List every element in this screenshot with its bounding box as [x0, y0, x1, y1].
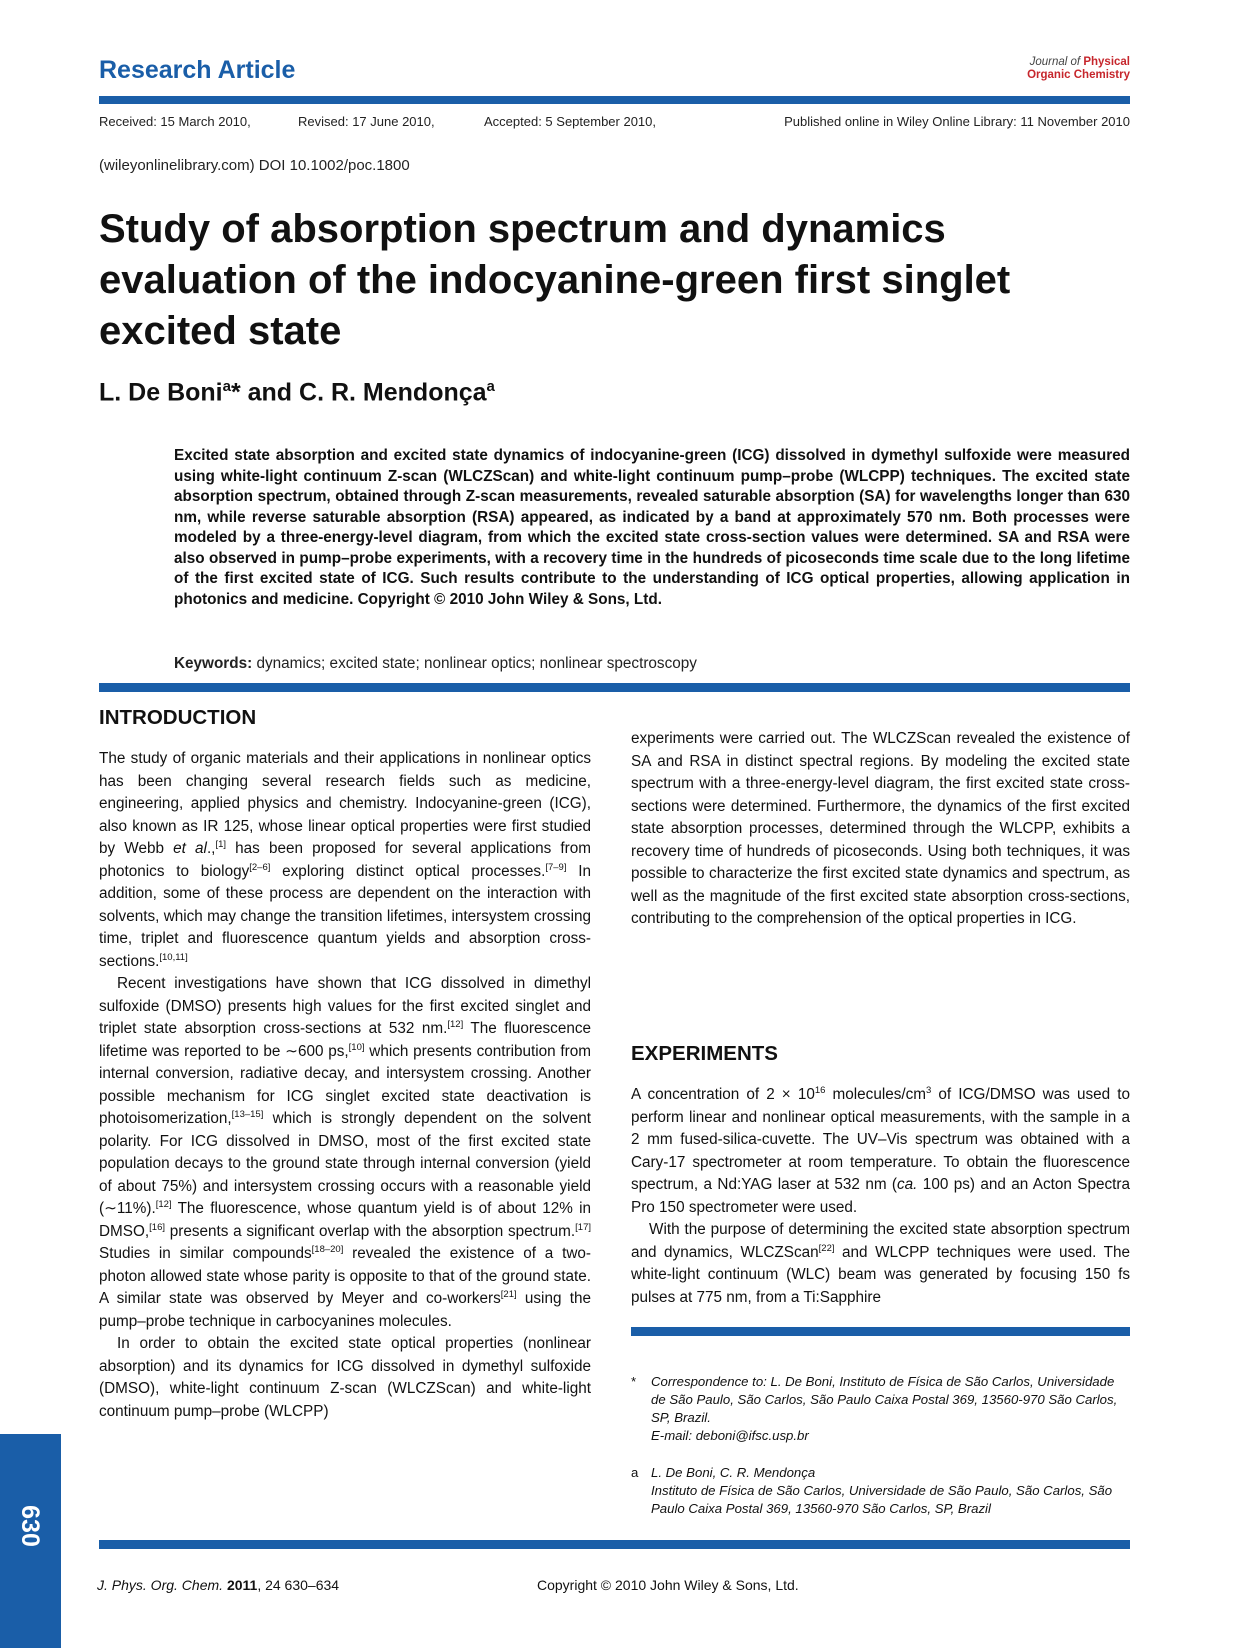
intro-paragraph-3: In order to obtain the excited state optical properties (nonlinear absorption) and its dynamics for ICG dissolved in dymethyl sulfoxide (DMSO), white-light continuum Z-scan (WLCZScan) and white-light continuum pump–probe (WLCPP) [99, 1335, 591, 1420]
footnote-affiliation-authors: L. De Boni, C. R. Mendonça [651, 1465, 816, 1480]
footnote-correspondence [631, 1373, 1130, 1445]
footnote-a-mark: a [631, 1465, 639, 1480]
published-date: Published online in Wiley Online Library: 11 November 2010 [784, 114, 1130, 129]
received-date: Received: 15 March 2010, [99, 114, 251, 129]
intro-paragraph-2: Recent investigations have shown that ICG dissolved in dimethyl sulfoxide (DMSO) presents high values for the first excited singlet and triplet state absorption cross-sections at 532 nm.[12] The fluorescence lifetime was reported to be ∼600 ps,[10] which presents contribution from internal conversion, radiative decay, and intersystem crossing. Another possible mechanism for ICG singlet excited state deactivation is photoisomerization,[13–15] which is strongly dependent on the solvent polarity. For ICG dissolved in DMSO, most of the first excited state population decays to the ground state through internal conversion (yield of about 75%) and intersystem crossing occurs with a reasonable yield (∼11%).[12] The fluorescence, whose quantum yield is of about 12% in DMSO,[16] presents a significant overlap with the absorption spectrum.[17] Studies in similar compounds[18–20] revealed the existence of a two-photon allowed state whose parity is opposite to that of the ground state. A similar state was observed by Meyer and co-workers[21] using the pump–probe technique in carbocyanines molecules. [99, 975, 591, 1330]
footer-year: 2011 [226, 1577, 258, 1593]
author-1-star: * [230, 378, 241, 407]
footer-citation [97, 1577, 339, 1593]
footnote-affiliation [631, 1464, 1130, 1518]
footnote-rule [631, 1327, 1130, 1336]
footer-journal: J. Phys. Org. Chem. [97, 1577, 224, 1593]
journal-logo-line1-bold: Physical [1083, 56, 1130, 68]
intro-paragraph-3-cont: experiments were carried out. The WLCZScan revealed the existence of SA and RSA in distinct spectral regions. By modeling the excited state spectrum with a three-energy-level diagram, the first excited state cross-sections were determined. Furthermore, the dynamics of the first excited state absorption processes, determined through the WLCPP, exhibits a recovery time of hundreds of picoseconds. Using both techniques, it was possible to characterize the first excited state dynamics and spectrum, as well as the magnitude of the first excited state absorption cross-sections, contributing to the comprehension of the optical properties in ICG. [631, 730, 1130, 927]
exp-paragraph-1: A concentration of $2 \times 10^{16}$ molecules/$cm^3$ of ICG/DMSO was used to perform linear and nonlinear optical measurements, with the sample in a 2 mm fused-silica-cuvette. The UV–Vis spectrum was obtained with a Cary-17 spectrometer at room temperature. To obtain the fluorescence spectrum, a Nd:YAG laser at 532 nm (ca. 100 ps) and an Acton Spectra Pro 150 spectrometer were used. [631, 1084, 1130, 1216]
journal-logo [1027, 56, 1130, 82]
top-rule [99, 96, 1130, 104]
section-label: Research Article [99, 56, 296, 84]
author-1: L. De Boni [99, 378, 223, 407]
author-2: C. R. Mendonça [299, 378, 487, 407]
keywords-label: Keywords: [174, 655, 253, 672]
intro-paragraph-1: The study of organic materials and their applications in nonlinear optics has been changing several research fields such as medicine, engineering, applied physics and chemistry. Indocyanine-green (ICG), also known as IR 125, whose linear optical properties were first studied by Webb et al.,[1] has been proposed for several applications from photonics to biology[2–6] exploring distinct optical processes.[7–9] In addition, some of these process are dependent on the interaction with solvents, which may change the transition lifetimes, intersystem crossing time, triplet and fluorescence quantum yields and absorption cross-sections.[10,11] [99, 750, 591, 970]
introduction-column [99, 748, 591, 1423]
exp-paragraph-2: With the purpose of determining the excited state absorption spectrum and dynamics, WLCZScan[22] and WLCPP techniques were used. The white-light continuum (WLC) beam was generated by focusing 150 fs pulses at 775 nm, from a Ti:Sapphire [631, 1221, 1130, 1306]
accepted-date: Accepted: 5 September 2010, [484, 114, 657, 129]
bottom-rule [99, 1540, 1130, 1549]
authors [99, 378, 495, 407]
article-title: Study of absorption spectrum and dynamics evaluation of the indocyanine-green first singlet excited state [99, 207, 1011, 353]
footnote-affiliation-text: Instituto de Física de São Carlos, Universidade de São Paulo, São Carlos, São Paulo Caixa Postal 369, 13560-970 São Carlos, SP, Brazil [651, 1483, 1113, 1516]
page-number: 630 [16, 1505, 45, 1547]
journal-logo-line1: Journal of [1029, 56, 1081, 68]
footnote-correspondence-text: Correspondence to: L. De Boni, Instituto de Física de São Carlos, Universidade de São Paulo, São Carlos, São Paulo Caixa Postal 369, 13560-970 São Carlos, SP, Brazil. [651, 1374, 1118, 1425]
experiments-column [631, 1084, 1130, 1309]
journal-logo-line2: Organic Chemistry [1027, 69, 1130, 81]
keywords-list: dynamics; excited state; nonlinear optics; nonlinear spectroscopy [252, 655, 697, 672]
experiments-heading: EXPERIMENTS [631, 1042, 778, 1065]
author-1-affil: a [222, 378, 231, 395]
footer-copyright: Copyright © 2010 John Wiley & Sons, Ltd. [537, 1577, 799, 1593]
author-and: and [240, 378, 300, 407]
footnote-email: E-mail: deboni@ifsc.usp.br [651, 1428, 809, 1443]
keywords [174, 655, 697, 673]
introduction-heading: INTRODUCTION [99, 706, 257, 729]
footnote-star-mark: * [631, 1374, 637, 1389]
doi-line: (wileyonlinelibrary.com) DOI 10.1002/poc.1800 [99, 157, 410, 174]
author-2-affil: a [486, 378, 495, 395]
footer-volume-pages: , 24 630–634 [257, 1577, 340, 1593]
introduction-continued [631, 728, 1130, 931]
revised-date: Revised: 17 June 2010, [298, 114, 435, 129]
mid-rule [99, 683, 1130, 692]
abstract: Excited state absorption and excited state dynamics of indocyanine-green (ICG) dissolved in dymethyl sulfoxide were measured using white-light continuum Z-scan (WLCZScan) and white-light continuum pump–probe (WLCPP) techniques. The excited state absorption spectrum, obtained through Z-scan measurements, revealed saturable absorption (SA) for wavelengths longer than 630 nm, while reverse saturable absorption (RSA) appeared, as indicated by a band at approximately 570 nm. Both processes were modeled by a three-energy-level diagram, from which the excited state cross-section values were determined. SA and RSA were also observed in pump–probe experiments, with a recovery time in the hundreds of picoseconds time scale due to the long lifetime of the first excited state of ICG. Such results contribute to the understanding of ICG optical properties, allowing application in photonics and medicine. Copyright © 2010 John Wiley & Sons, Ltd. [174, 447, 1130, 608]
